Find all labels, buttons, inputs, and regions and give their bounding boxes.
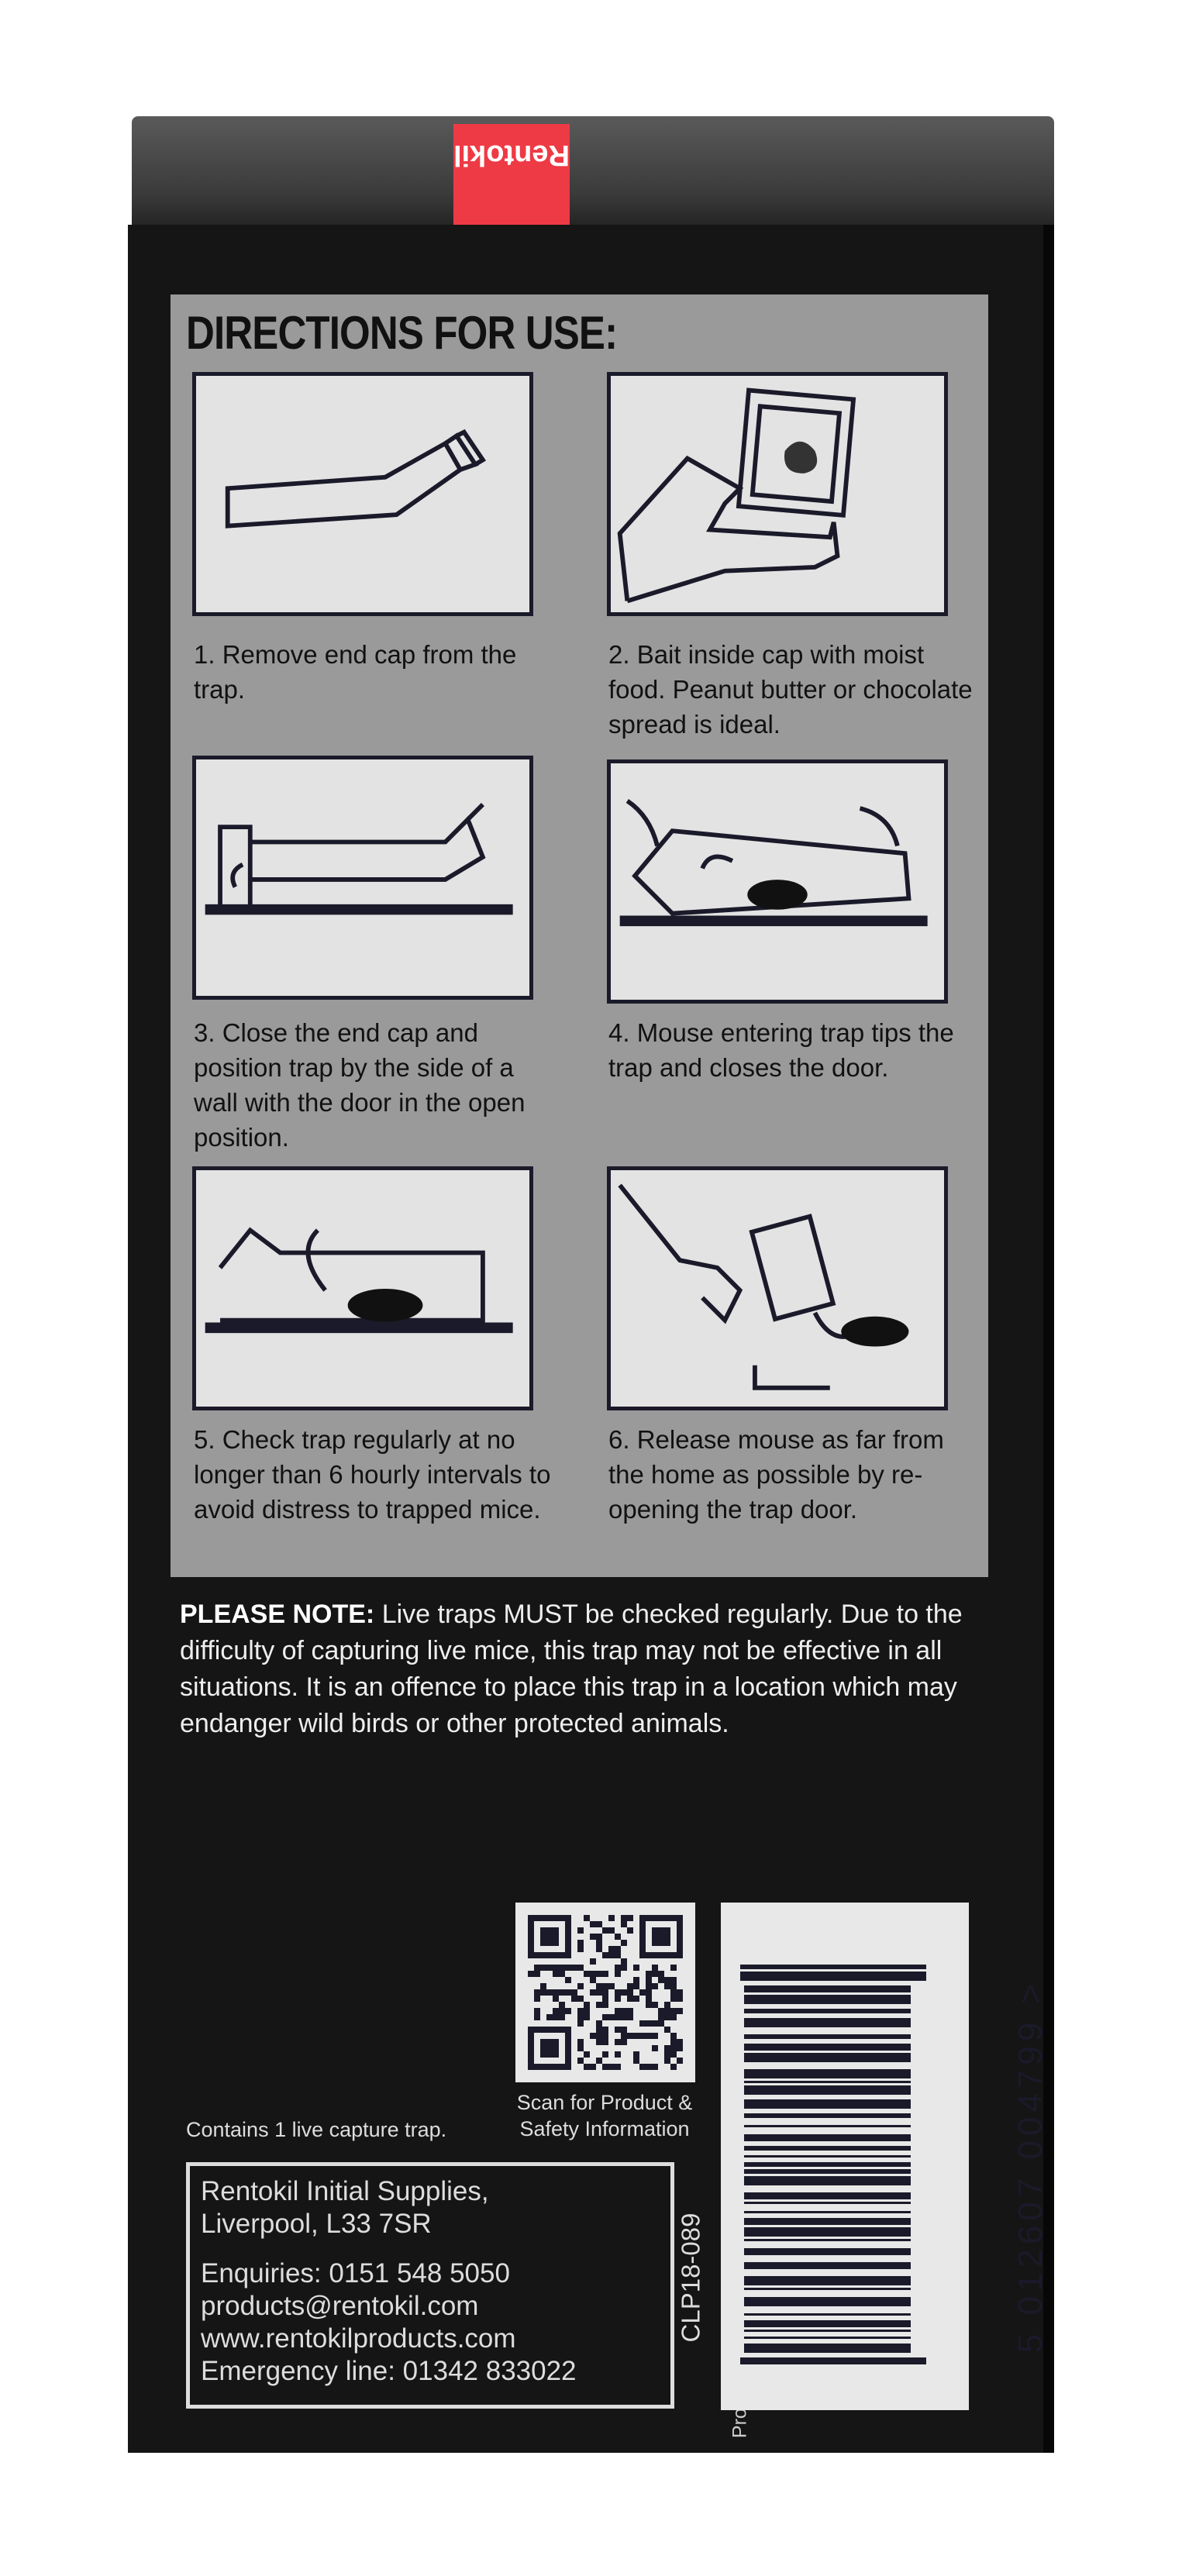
barcode-bar [744,2099,911,2109]
barcode-bar [744,2227,911,2237]
barcode-bar [744,2262,911,2269]
barcode-bar [744,2248,911,2255]
step-6-illustration [607,1166,948,1410]
box-top-flap [132,116,1054,229]
barcode-bar [744,2069,911,2078]
step-3-illustration [192,756,533,1000]
step-2-illustration [607,372,948,616]
step-5-illustration [192,1166,533,1410]
barcode-bar [744,2018,911,2027]
clp-code: CLP18-089 [676,2213,705,2343]
barcode-bar [744,2202,911,2204]
barcode-bar [740,1972,926,1981]
barcode-bar [744,2288,911,2290]
step-5-text: 5. Check trap regularly at no longer than 6 hourly intervals to avoid distress to trapped mice. [194,1425,551,1524]
barcode-bar [744,2330,911,2332]
directions-title: DIRECTIONS FOR USE: [186,307,618,359]
barcode-bar [744,2085,911,2095]
step-3-text: 3. Close the end cap and position trap by the side of a wall with the door in the open position. [194,1018,526,1152]
barcode-bar [744,2169,911,2174]
barcode-bar [744,1985,911,1992]
barcode-bar [744,2176,911,2185]
note-label: PLEASE NOTE: [180,1600,375,1629]
rentokil-logo [453,124,570,225]
barcode-bar [744,2113,911,2118]
please-note [180,1596,978,1742]
barcode-bar [744,2009,911,2013]
barcode-bar [744,2125,911,2127]
barcode-bar [744,2239,911,2241]
email: products@rentokil.com [201,2291,479,2321]
barcode-bar [744,2211,911,2213]
barcode-bar [740,2357,926,2364]
barcode-bar [744,2313,911,2316]
step-2-text: 2. Bait inside cap with moist food. Peanut butter or chocolate spread is ideal. [608,640,973,739]
barcode-bar [744,2044,911,2051]
barcode-bar [744,2081,911,2083]
step-6-text: 6. Release mouse as far from the home as possible by re-opening the trap door. [608,1425,944,1524]
barcode-bar [744,2218,911,2225]
barcode-bar [744,2155,911,2158]
emergency-line: Emergency line: 01342 833022 [201,2356,577,2386]
step-1-text: 1. Remove end cap from the trap. [194,640,517,704]
barcode-bar [744,2134,911,2141]
qr-caption: Scan for Product & Safety Information [516,2091,693,2140]
note-text: Live traps MUST be checked regularly. Due to the difficulty of capturing live mice, this trap may not be effective in all situations. It is an offence to place this trap in a location which may endanger wild birds or other protected animals. [180,1600,963,1738]
contents-note: Contains 1 live capture trap. [186,2118,447,2141]
barcode-bar [744,2034,911,2039]
website: www.rentokilproducts.com [201,2323,516,2354]
step-4-text: 4. Mouse entering trap tips the trap and closes the door. [608,1018,954,1082]
barcode-bar [744,2297,911,2306]
step-1-illustration [192,372,533,616]
logo-text: Rentokil [453,139,570,171]
barcode-bar [744,2192,911,2199]
barcode-bar [740,1965,926,1969]
barcode [721,1903,969,2410]
barcode-bar [744,2053,911,2062]
barcode-bar [744,2337,911,2339]
qr-code[interactable] [515,1903,695,2082]
barcode-bar [744,2276,911,2285]
barcode-bar [744,2320,911,2327]
barcode-number: 5 012607 004799 > [1011,1978,1049,2354]
address-line2: Liverpool, L33 7SR [201,2209,432,2239]
enquiries-phone: Enquiries: 0151 548 5050 [201,2258,510,2288]
step-4-illustration [607,759,948,1004]
barcode-bar [744,1995,911,2004]
address-box [186,2162,674,2409]
barcode-bar [744,2344,911,2353]
barcode-bar [744,2146,911,2151]
barcode-bar [744,2162,911,2167]
address-line1: Rentokil Initial Supplies, [201,2176,489,2206]
